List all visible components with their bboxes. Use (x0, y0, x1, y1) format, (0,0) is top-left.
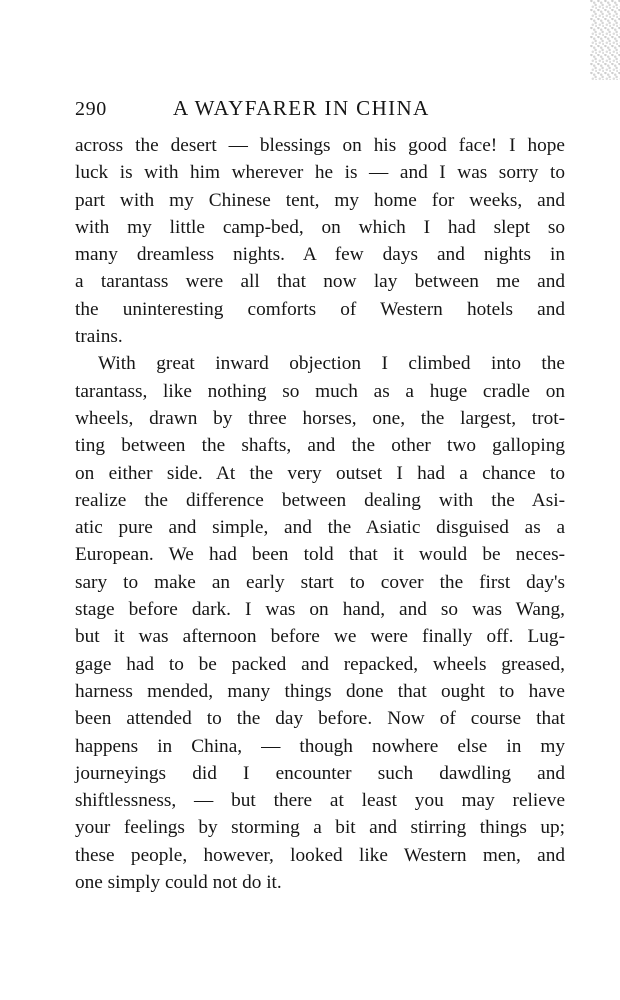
text-line: a tarantass were all that now lay between me and (75, 271, 565, 293)
book-page (75, 96, 565, 896)
text-line: part with my Chinese tent, my home for weeks, and (75, 189, 565, 211)
page-number: 290 (75, 98, 107, 120)
paragraph-2 (75, 350, 565, 896)
text-line: happens in China, — though nowhere else in my (75, 735, 565, 757)
text-line: shiftlessness, — but there at least you may relieve (75, 790, 565, 812)
text-line: stage before dark. I was on hand, and so was Wang, (75, 599, 565, 621)
text-line: European. We had been told that it would be neces- (75, 544, 565, 566)
text-line: realize the difference between dealing with the Asi- (75, 489, 565, 511)
text-line: the uninteresting comforts of Western hotels and (75, 298, 565, 320)
text-line: sary to make an early start to cover the first day's (75, 571, 565, 593)
text-line: luck is with him wherever he is — and I was sorry to (75, 162, 565, 184)
text-line: journeyings did I encounter such dawdling and (75, 762, 565, 784)
text-line: across the desert — blessings on his good face! I hope (75, 135, 565, 156)
paragraph-1 (75, 132, 565, 350)
text-line: been attended to the day before. Now of course that (75, 708, 565, 730)
text-line: on either side. At the very outset I had a chance to (75, 462, 565, 484)
text-line: atic pure and simple, and the Asiatic disguised as a (75, 517, 565, 539)
text-line: gage had to be packed and repacked, wheels greased, (75, 653, 565, 675)
text-line: ting between the shafts, and the other two galloping (75, 435, 565, 457)
page-edge-speckle (590, 0, 620, 80)
text-line: many dreamless nights. A few days and nights in (75, 244, 565, 266)
text-line: tarantass, like nothing so much as a huge cradle on (75, 380, 565, 402)
text-line: your feelings by storming a bit and stirring things up; (75, 817, 565, 839)
text-line: one simply could not do it. (75, 872, 282, 894)
text-line: wheels, drawn by three horses, one, the largest, trot- (75, 407, 565, 429)
text-line: but it was afternoon before we were finally off. Lug- (75, 626, 565, 648)
text-line: trains. (75, 326, 123, 348)
text-line: With great inward objection I climbed into the (98, 353, 565, 375)
body-text (75, 132, 565, 896)
text-line: with my little camp-bed, on which I had slept so (75, 216, 565, 238)
text-line: these people, however, looked like Western men, and (75, 844, 565, 866)
text-line: harness mended, many things done that ought to have (75, 680, 565, 702)
book-title: A WAYFARER IN CHINA (173, 96, 430, 120)
running-head (75, 96, 565, 124)
